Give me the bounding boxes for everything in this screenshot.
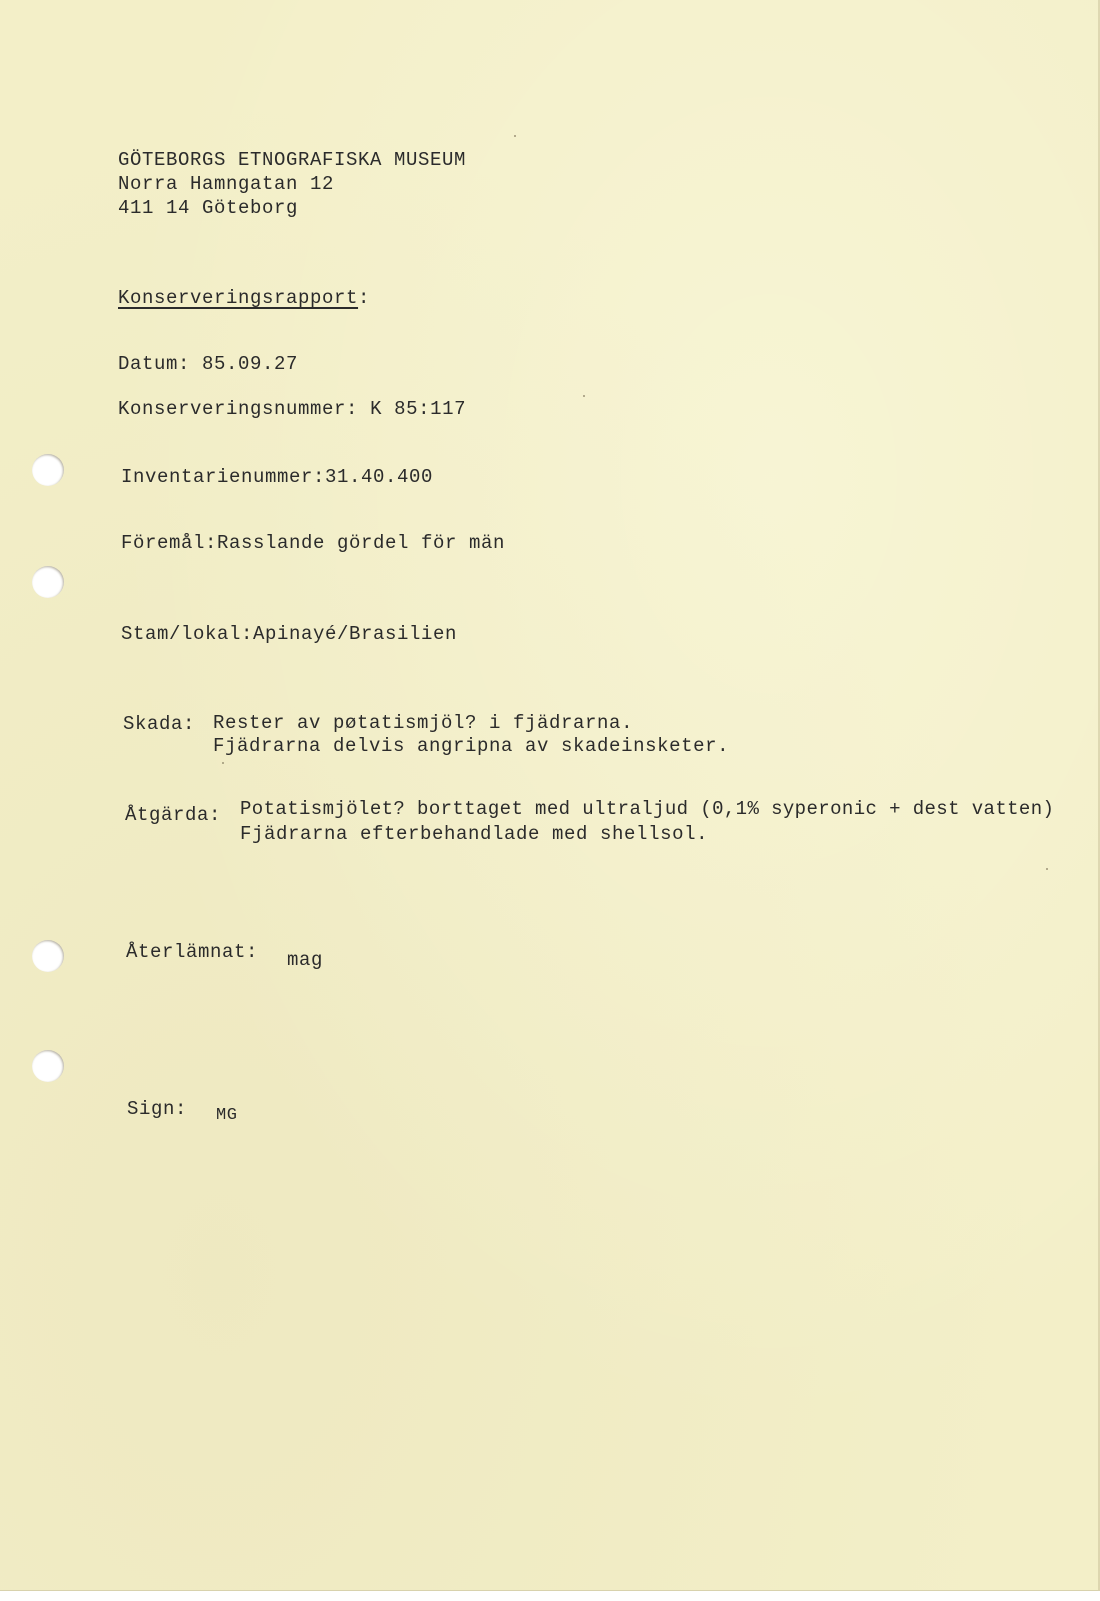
date-value: 85.09.27 [202, 353, 299, 375]
conservation-number-row [118, 397, 466, 421]
report-title-colon: : [358, 287, 371, 309]
inventory-number-label: Inventarienummer: [121, 466, 326, 488]
inventory-number-value: 31.40.400 [325, 466, 434, 488]
tribe-label: Stam/lokal: [121, 623, 254, 645]
object-value: Rasslande gördel för män [217, 532, 506, 554]
street-address: Norra Hamngatan 12 [118, 173, 335, 195]
sign-label: Sign: [127, 1098, 188, 1120]
punch-hole [32, 1050, 64, 1082]
action-line-2: Fjädrarna efterbehandlade med shellsol. [240, 823, 709, 845]
paper-speck [222, 762, 224, 764]
paper-speck [583, 395, 585, 397]
inventory-number-row [121, 465, 433, 489]
sign-value: MG [216, 1106, 238, 1125]
paper-speck [1046, 868, 1048, 870]
report-title [118, 286, 370, 310]
returned-label: Återlämnat: [126, 941, 259, 963]
postal-address: 411 14 Göteborg [118, 197, 299, 219]
returned-value: mag [287, 949, 324, 971]
conservation-number-value: K 85:117 [370, 398, 467, 420]
conservation-number-label: Konserveringsnummer: [118, 398, 359, 420]
institution-name: GÖTEBORGS ETNOGRAFISKA MUSEUM [118, 149, 467, 171]
action-label: Åtgärda: [125, 804, 222, 826]
date-label: Datum: [118, 353, 191, 375]
paper-speck [514, 135, 516, 137]
object-row [121, 531, 505, 555]
damage-line-1: Rester av pøtatismjöl? i fjädrarna. [213, 712, 634, 734]
tribe-row [121, 622, 457, 646]
punch-hole [32, 940, 64, 972]
tribe-value: Apinayé/Brasilien [253, 623, 458, 645]
action-line-1: Potatismjölet? borttaget med ultraljud (0,1% syperonic + dest vatten) [240, 798, 1055, 820]
punch-hole [32, 454, 64, 486]
date-row [118, 352, 298, 376]
page-bottom-margin [0, 1590, 1100, 1601]
damage-label: Skada: [123, 713, 196, 735]
report-title-text: Konserveringsrapport [118, 287, 359, 309]
damage-line-2: Fjädrarna delvis angripna av skadeinsketer. [213, 735, 730, 757]
punch-hole [32, 566, 64, 598]
object-label: Föremål: [121, 532, 218, 554]
